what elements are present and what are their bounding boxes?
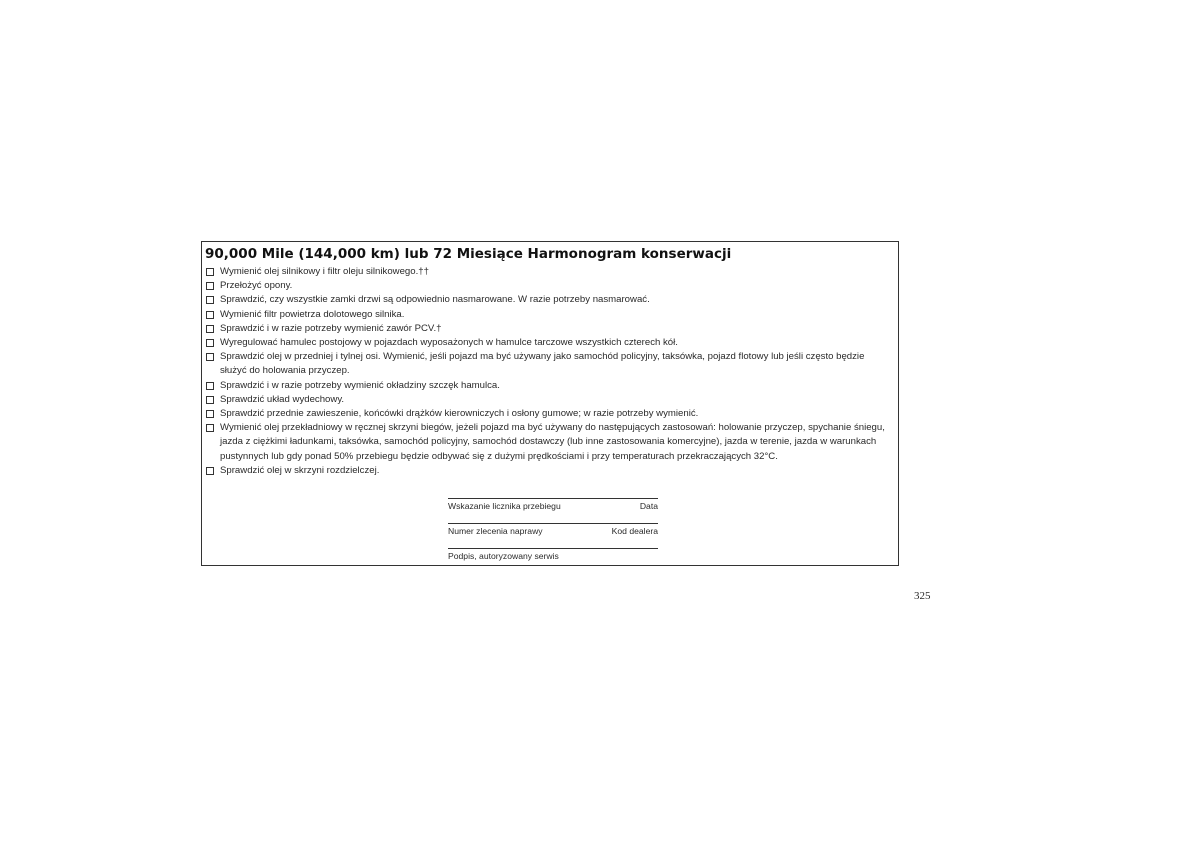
- checkbox[interactable]: [206, 268, 214, 276]
- checkbox[interactable]: [206, 311, 214, 319]
- repair-order-label: Numer zlecenia naprawy: [448, 526, 543, 536]
- checklist-item: [205, 464, 898, 478]
- checklist-item-text: Sprawdzić olej w przedniej i tylnej osi. Wymienić, jeśli pojazd ma być używany jako samochód policyjny, taksówka, pojazd flotowy lub jeśli często będzie służyć do holowania przyczep.: [220, 351, 865, 377]
- checkbox[interactable]: [206, 382, 214, 390]
- checkbox[interactable]: [206, 282, 214, 290]
- signature-label: Podpis, autoryzowany serwis: [448, 551, 559, 561]
- schedule-title: 90,000 Mile (144,000 km) lub 72 Miesiące Harmonogram konserwacji: [205, 246, 732, 262]
- checklist-item-text: Wymienić olej silnikowy i filtr oleju silnikowego.††: [220, 266, 429, 277]
- checklist-item-text: Wymienić filtr powietrza dolotowego silnika.: [220, 308, 405, 320]
- checklist-item-text: Wymienić olej przekładniowy w ręcznej skrzyni biegów, jeżeli pojazd ma być używany do następujących zastosowań: holowanie przyczep, spychanie śniegu, jazda z ciężkimi ładunkami, taksówka, samochód policyjny, samochód dostawczy (lub inne zastosowania komercyjne), jazda w terenie, jazda w warunkach pustynnych lub gdy ponad 50% przebiegu będzie odbywać się z dużymi prędkościami i przy temperaturach przekraczających 32°C.: [220, 422, 885, 462]
- checkbox[interactable]: [206, 325, 214, 333]
- checklist-item: [205, 279, 898, 293]
- checklist-item-text: Sprawdzić i w razie potrzeby wymienić zawór PCV.†: [220, 322, 442, 334]
- checklist-item: [205, 393, 898, 407]
- maintenance-schedule-box: [201, 241, 899, 566]
- checklist-item-text: Przełożyć opony.: [220, 280, 293, 292]
- checklist-item: [205, 421, 898, 464]
- checklist-item: [205, 379, 898, 393]
- checkbox[interactable]: [206, 396, 214, 404]
- date-label: Data: [639, 501, 658, 511]
- odometer-date-row[interactable]: [448, 498, 658, 512]
- checklist-item: [205, 293, 898, 307]
- checklist-item: [205, 322, 898, 336]
- checkbox[interactable]: [206, 353, 214, 361]
- repair-order-row[interactable]: [448, 523, 658, 537]
- checkbox[interactable]: [206, 339, 214, 347]
- checklist-item-text: Sprawdzić przednie zawieszenie, końcówki drążków kierowniczych i osłony gumowe; w razie potrzeby wymienić.: [220, 408, 699, 420]
- page-number: 325: [914, 590, 931, 602]
- signature-block: [448, 498, 658, 573]
- checklist-item: [205, 407, 898, 421]
- checklist-item: [205, 308, 898, 322]
- dealer-code-label: Kod dealera: [611, 526, 658, 536]
- signature-row[interactable]: [448, 548, 658, 562]
- checkbox[interactable]: [206, 424, 214, 432]
- checklist-item: [205, 350, 898, 378]
- checklist-item-text: Sprawdzić, czy wszystkie zamki drzwi są odpowiednio nasmarowane. W razie potrzeby nasmarować.: [220, 294, 650, 306]
- checkbox[interactable]: [206, 467, 214, 475]
- checklist-item-text: Sprawdzić olej w skrzyni rozdzielczej.: [220, 464, 380, 476]
- checkbox[interactable]: [206, 410, 214, 418]
- maintenance-checklist: [205, 265, 898, 478]
- checkbox[interactable]: [206, 296, 214, 304]
- checklist-item: [205, 265, 898, 279]
- checklist-item-text: Wyregulować hamulec postojowy w pojazdach wyposażonych w hamulce tarczowe wszystkich czterech kół.: [220, 337, 678, 349]
- checklist-item-text: Sprawdzić i w razie potrzeby wymienić okładziny szczęk hamulca.: [220, 379, 500, 391]
- odometer-label: Wskazanie licznika przebiegu: [448, 501, 561, 511]
- checklist-item: [205, 336, 898, 350]
- checklist-item-text: Sprawdzić układ wydechowy.: [220, 393, 345, 405]
